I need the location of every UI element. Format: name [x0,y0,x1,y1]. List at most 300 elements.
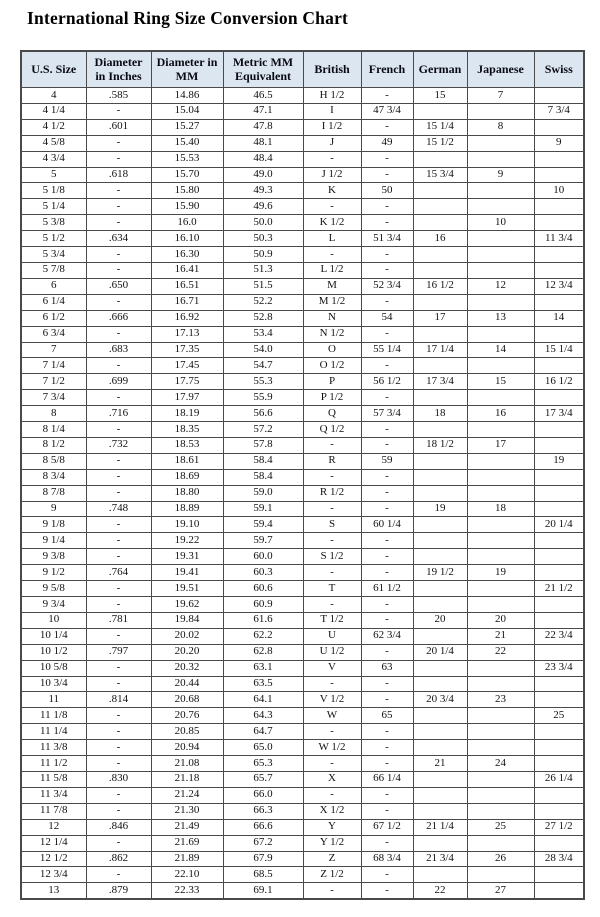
cell [413,771,467,787]
cell: 8 5/8 [21,453,86,469]
cell: - [86,215,151,231]
cell: 6 1/4 [21,294,86,310]
cell: 54 [361,310,413,326]
cell: - [361,867,413,883]
cell: - [361,803,413,819]
cell: 16.92 [151,310,223,326]
cell: - [361,533,413,549]
table-row [21,88,584,104]
cell: - [361,756,413,772]
cell: 15 [413,88,467,104]
cell: 65.0 [223,740,303,756]
cell: 17.45 [151,358,223,374]
cell: 63 [361,660,413,676]
table-row [21,103,584,119]
cell: 19.41 [151,565,223,581]
cell: - [361,676,413,692]
cell: .846 [86,819,151,835]
cell: U [303,628,361,644]
cell: - [86,660,151,676]
cell: .862 [86,851,151,867]
cell: - [361,501,413,517]
cell [467,867,534,883]
cell: 5 1/8 [21,183,86,199]
cell [467,135,534,151]
cell: 18.61 [151,453,223,469]
cell: 8 [467,119,534,135]
cell: 15.70 [151,167,223,183]
cell: 48.1 [223,135,303,151]
table-row [21,453,584,469]
cell: 13 [467,310,534,326]
cell: - [361,740,413,756]
cell: 52.2 [223,294,303,310]
cell: 62 3/4 [361,628,413,644]
cell: - [303,247,361,263]
cell [534,597,584,613]
cell [467,231,534,247]
cell: - [361,469,413,485]
cell: 67.2 [223,835,303,851]
cell: - [86,803,151,819]
cell: 64.3 [223,708,303,724]
cell: 19.10 [151,517,223,533]
cell: L [303,231,361,247]
table-row [21,199,584,215]
cell: 14 [467,342,534,358]
cell: 11 3/4 [21,787,86,803]
cell: 10 [467,215,534,231]
cell: .585 [86,88,151,104]
cell: .666 [86,310,151,326]
cell: 59.1 [223,501,303,517]
cell [467,517,534,533]
cell: - [361,358,413,374]
cell: 15 1/4 [413,119,467,135]
cell: 27 [467,883,534,899]
cell [413,390,467,406]
table-row [21,692,584,708]
table-row [21,803,584,819]
cell: 16 1/2 [534,374,584,390]
cell: 18.69 [151,469,223,485]
cell: 8 1/4 [21,422,86,438]
cell: - [86,358,151,374]
cell [467,724,534,740]
cell: - [361,326,413,342]
cell: 21.24 [151,787,223,803]
cell: 18.80 [151,485,223,501]
cell [413,740,467,756]
cell: .879 [86,883,151,899]
cell: - [361,644,413,660]
cell: - [303,883,361,899]
cell: - [86,453,151,469]
cell [413,533,467,549]
cell [413,787,467,803]
cell: 10 3/4 [21,676,86,692]
cell [467,676,534,692]
cell [413,628,467,644]
cell: 19.84 [151,612,223,628]
cell: - [361,692,413,708]
cell: 20.76 [151,708,223,724]
cell: 19.62 [151,597,223,613]
cell: - [303,533,361,549]
cell: 60.6 [223,581,303,597]
cell [534,787,584,803]
cell: - [303,501,361,517]
cell: 62.8 [223,644,303,660]
cell: - [86,151,151,167]
table-row [21,787,584,803]
cell: R 1/2 [303,485,361,501]
cell: 56 1/2 [361,374,413,390]
table-row [21,262,584,278]
cell [467,485,534,501]
cell: 22 [467,644,534,660]
cell: 55.9 [223,390,303,406]
cell [413,867,467,883]
table-row [21,247,584,263]
table-row [21,278,584,294]
cell: L 1/2 [303,262,361,278]
cell: 22.10 [151,867,223,883]
cell: .781 [86,612,151,628]
cell: .748 [86,501,151,517]
cell: 59.7 [223,533,303,549]
cell: 4 1/2 [21,119,86,135]
cell: - [303,787,361,803]
column-header: Metric MM Equivalent [223,51,303,88]
cell: 16.10 [151,231,223,247]
table-row [21,851,584,867]
table-body [21,88,584,900]
cell: 5 3/4 [21,247,86,263]
cell: 67.9 [223,851,303,867]
cell: 11 5/8 [21,771,86,787]
table-row [21,612,584,628]
cell: - [86,756,151,772]
cell: 18 [413,406,467,422]
cell: 64.7 [223,724,303,740]
cell [413,103,467,119]
cell: - [303,151,361,167]
cell [413,803,467,819]
cell: 7 1/2 [21,374,86,390]
cell: 15.04 [151,103,223,119]
ring-size-table [20,50,585,900]
cell: 12 1/2 [21,851,86,867]
cell: 25 [467,819,534,835]
cell [467,103,534,119]
cell: 50.0 [223,215,303,231]
cell: 5 3/8 [21,215,86,231]
cell: 21.30 [151,803,223,819]
cell: .830 [86,771,151,787]
cell: - [86,867,151,883]
cell: 11 1/8 [21,708,86,724]
cell [413,676,467,692]
column-header: U.S. Size [21,51,86,88]
cell: K 1/2 [303,215,361,231]
cell: 16.30 [151,247,223,263]
table-row [21,676,584,692]
cell [467,597,534,613]
cell [534,422,584,438]
cell: - [361,262,413,278]
cell [413,294,467,310]
cell: 49.3 [223,183,303,199]
cell [534,485,584,501]
cell [534,803,584,819]
cell [413,199,467,215]
cell: 20 1/4 [534,517,584,533]
cell [534,549,584,565]
cell [467,199,534,215]
cell: .634 [86,231,151,247]
cell: 9 1/8 [21,517,86,533]
cell: 9 5/8 [21,581,86,597]
cell [534,215,584,231]
column-header: French [361,51,413,88]
cell: 16 [467,406,534,422]
cell [467,581,534,597]
table-row [21,644,584,660]
cell: 17 [467,437,534,453]
cell: .797 [86,644,151,660]
cell: 59 [361,453,413,469]
cell: - [303,565,361,581]
cell: 4 [21,88,86,104]
cell: 21.89 [151,851,223,867]
cell: 14 [534,310,584,326]
table-row [21,151,584,167]
table-row [21,374,584,390]
cell: 5 7/8 [21,262,86,278]
cell: I [303,103,361,119]
cell: - [86,485,151,501]
cell: 10 [21,612,86,628]
cell [467,390,534,406]
table-row [21,549,584,565]
column-header: British [303,51,361,88]
cell: - [86,597,151,613]
cell: 19.51 [151,581,223,597]
cell [467,708,534,724]
cell [413,485,467,501]
cell: 18 1/2 [413,437,467,453]
cell: - [361,422,413,438]
cell: 54.0 [223,342,303,358]
cell [413,835,467,851]
cell: 27 1/2 [534,819,584,835]
cell: M [303,278,361,294]
cell: - [361,485,413,501]
table-row [21,883,584,899]
cell: 64.1 [223,692,303,708]
cell: 9 [467,167,534,183]
cell: 12 1/4 [21,835,86,851]
cell: X [303,771,361,787]
cell [467,262,534,278]
cell: 11 3/8 [21,740,86,756]
cell: 61 1/2 [361,581,413,597]
cell: T [303,581,361,597]
cell: 7 1/4 [21,358,86,374]
cell: V [303,660,361,676]
cell: 12 3/4 [21,867,86,883]
cell: - [303,597,361,613]
cell: 59.4 [223,517,303,533]
cell: O [303,342,361,358]
cell: - [86,628,151,644]
cell: - [86,740,151,756]
cell: - [86,326,151,342]
cell: 26 [467,851,534,867]
column-header: Diameter in MM [151,51,223,88]
cell: 22 [413,883,467,899]
cell: 11 7/8 [21,803,86,819]
cell: - [86,469,151,485]
cell: 21 [467,628,534,644]
cell: 21 1/4 [413,819,467,835]
cell: 5 1/2 [21,231,86,247]
cell: 17 1/4 [413,342,467,358]
cell: 63.5 [223,676,303,692]
cell: W 1/2 [303,740,361,756]
cell: - [86,422,151,438]
cell [413,581,467,597]
cell [534,88,584,104]
cell: 66.0 [223,787,303,803]
table-row [21,167,584,183]
cell [534,294,584,310]
cell [534,644,584,660]
cell: 26 1/4 [534,771,584,787]
cell: 4 3/4 [21,151,86,167]
cell: - [361,835,413,851]
cell [534,692,584,708]
cell: 10 1/2 [21,644,86,660]
cell: 8 1/2 [21,437,86,453]
cell: 20 [413,612,467,628]
cell [467,469,534,485]
cell [413,708,467,724]
cell: 11 1/2 [21,756,86,772]
table-row [21,628,584,644]
cell: .601 [86,119,151,135]
cell: 19 [413,501,467,517]
cell: 60.9 [223,597,303,613]
cell [413,549,467,565]
cell: 53.4 [223,326,303,342]
table-row [21,581,584,597]
table-row [21,771,584,787]
cell [467,453,534,469]
cell [534,883,584,899]
cell: - [361,437,413,453]
cell: - [361,787,413,803]
cell: - [86,294,151,310]
table-row [21,485,584,501]
cell: Y [303,819,361,835]
cell: - [361,151,413,167]
cell: 12 3/4 [534,278,584,294]
cell: 20.44 [151,676,223,692]
cell: - [303,756,361,772]
cell: 21.69 [151,835,223,851]
column-header: Swiss [534,51,584,88]
cell [467,803,534,819]
cell: 17 3/4 [534,406,584,422]
table-row [21,740,584,756]
cell: Y 1/2 [303,835,361,851]
cell [467,549,534,565]
cell: 23 [467,692,534,708]
cell: 5 [21,167,86,183]
cell: - [303,437,361,453]
cell: - [303,199,361,215]
cell: - [86,549,151,565]
column-header: Diameter in Inches [86,51,151,88]
cell: - [86,135,151,151]
cell: 47 3/4 [361,103,413,119]
cell: 51.3 [223,262,303,278]
cell: 58.4 [223,453,303,469]
cell: 60 1/4 [361,517,413,533]
cell: 65 [361,708,413,724]
cell: V 1/2 [303,692,361,708]
cell [534,501,584,517]
cell [413,453,467,469]
cell: 20 1/4 [413,644,467,660]
cell: 57.8 [223,437,303,453]
cell: 21.18 [151,771,223,787]
cell: - [361,565,413,581]
cell: 18.89 [151,501,223,517]
cell: - [361,549,413,565]
cell: 22 3/4 [534,628,584,644]
cell [534,756,584,772]
cell: 9 [21,501,86,517]
cell: 49.6 [223,199,303,215]
cell: I 1/2 [303,119,361,135]
cell: - [361,883,413,899]
cell [413,469,467,485]
cell: 4 5/8 [21,135,86,151]
cell [534,469,584,485]
cell: R [303,453,361,469]
cell: 20.20 [151,644,223,660]
cell: 50.9 [223,247,303,263]
cell [413,517,467,533]
cell: Q 1/2 [303,422,361,438]
cell: Z [303,851,361,867]
cell: 48.4 [223,151,303,167]
cell: 17.13 [151,326,223,342]
cell: 16 1/2 [413,278,467,294]
cell: - [86,724,151,740]
cell: - [86,533,151,549]
cell: - [361,390,413,406]
table-row [21,533,584,549]
table-row [21,517,584,533]
cell: 18.35 [151,422,223,438]
cell: 15.53 [151,151,223,167]
cell [413,358,467,374]
table-row [21,724,584,740]
